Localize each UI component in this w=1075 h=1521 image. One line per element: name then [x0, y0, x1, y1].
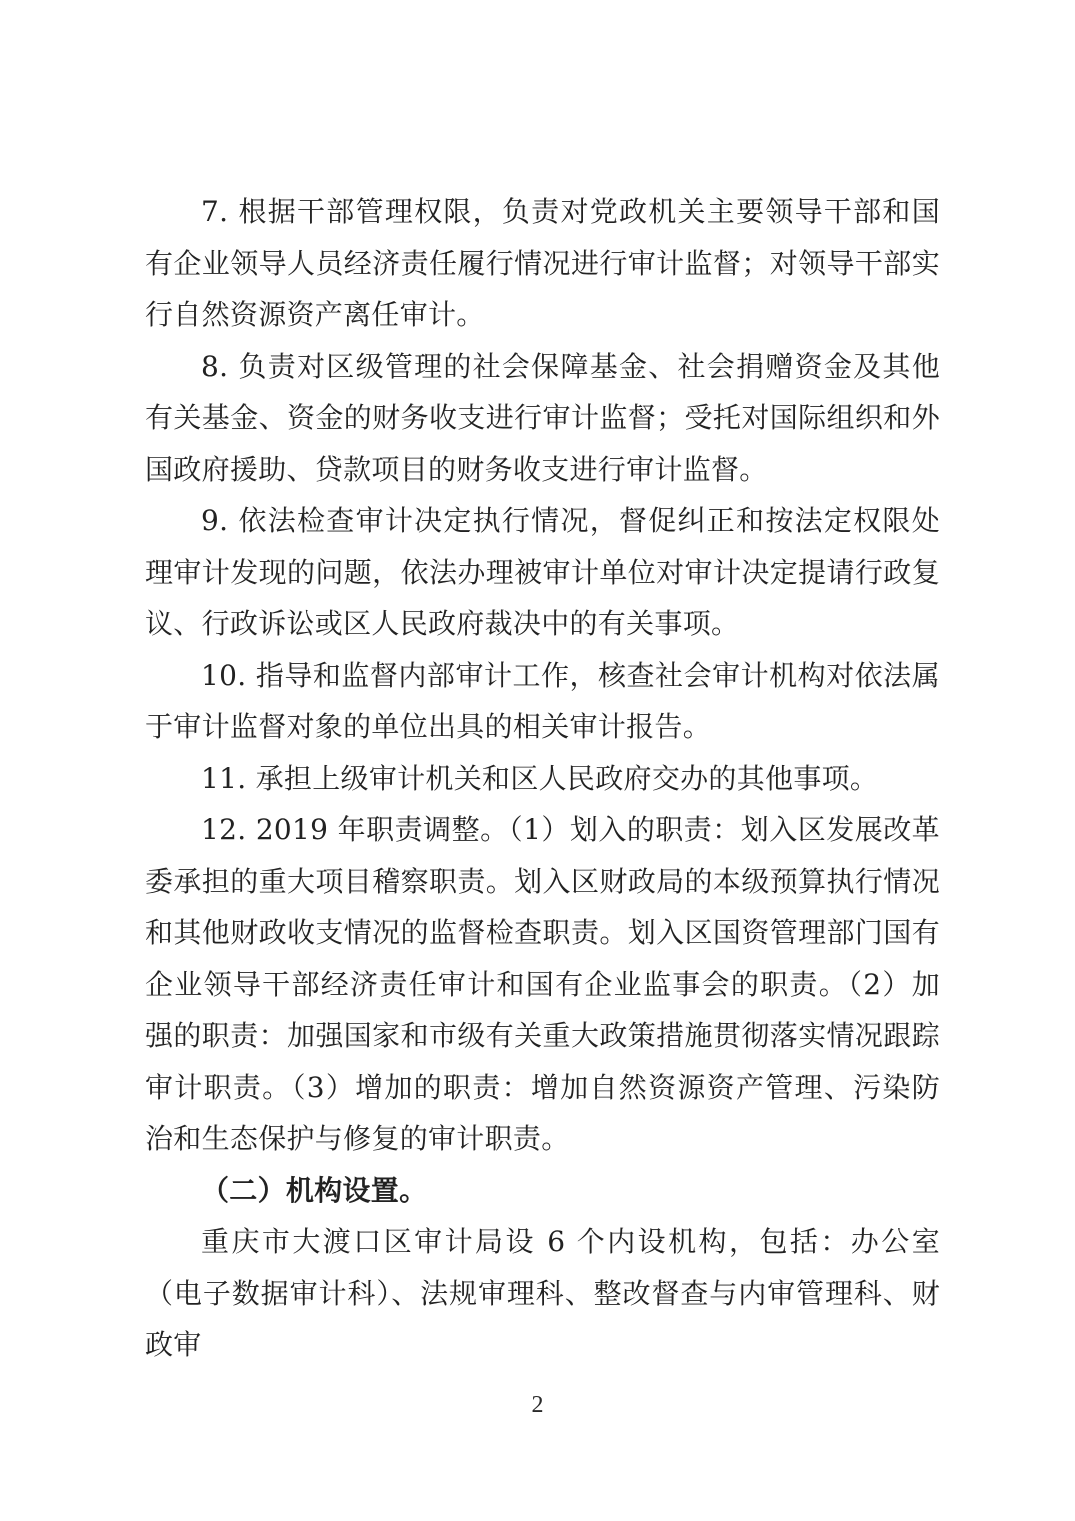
- page-footer: [0, 1390, 1075, 1420]
- section-heading-organization-setup: （二）机构设置。: [201, 1173, 428, 1207]
- document-body: [145, 186, 940, 1371]
- paragraph-item-12: 12. 2019 年职责调整。（1）划入的职责：划入区发展改革委承担的重大项目稽察职责。划入区财政局的本级预算执行情况和其他财政收支情况的监督检查职责。划入区国资管理部门国有企业领导干部经济责任审计和国有企业监事会的职责。（2）加强的职责：加强国家和市级有关重大政策措施贯彻落实情况跟踪审计职责。（3）增加的职责：增加自然资源资产管理、污染防治和生态保护与修复的审计职责。: [145, 813, 940, 1155]
- paragraph-item-9: 9. 依法检查审计决定执行情况，督促纠正和按法定权限处理审计发现的问题，依法办理被审计单位对审计决定提请行政复议、行政诉讼或区人民政府裁决中的有关事项。: [145, 504, 940, 640]
- paragraph-item-8: 8. 负责对区级管理的社会保障基金、社会捐赠资金及其他有关基金、资金的财务收支进行审计监督；受托对国际组织和外国政府援助、贷款项目的财务收支进行审计监督。: [145, 349, 940, 486]
- paragraph-item-11: 11. 承担上级审计机关和区人民政府交办的其他事项。: [201, 761, 879, 795]
- paragraph-internal-organs: 重庆市大渡口区审计局设 6 个内设机构，包括：办公室（电子数据审计科）、法规审理科、整改督查与内审管理科、财政审: [145, 1225, 940, 1361]
- page-number: 2: [531, 1392, 544, 1418]
- paragraph-item-7: 7. 根据干部管理权限，负责对党政机关主要领导干部和国有企业领导人员经济责任履行情况进行审计监督；对领导干部实行自然资源资产离任审计。: [145, 195, 940, 331]
- paragraph-item-10: 10. 指导和监督内部审计工作，核查社会审计机构对依法属于审计监督对象的单位出具的相关审计报告。: [145, 658, 940, 743]
